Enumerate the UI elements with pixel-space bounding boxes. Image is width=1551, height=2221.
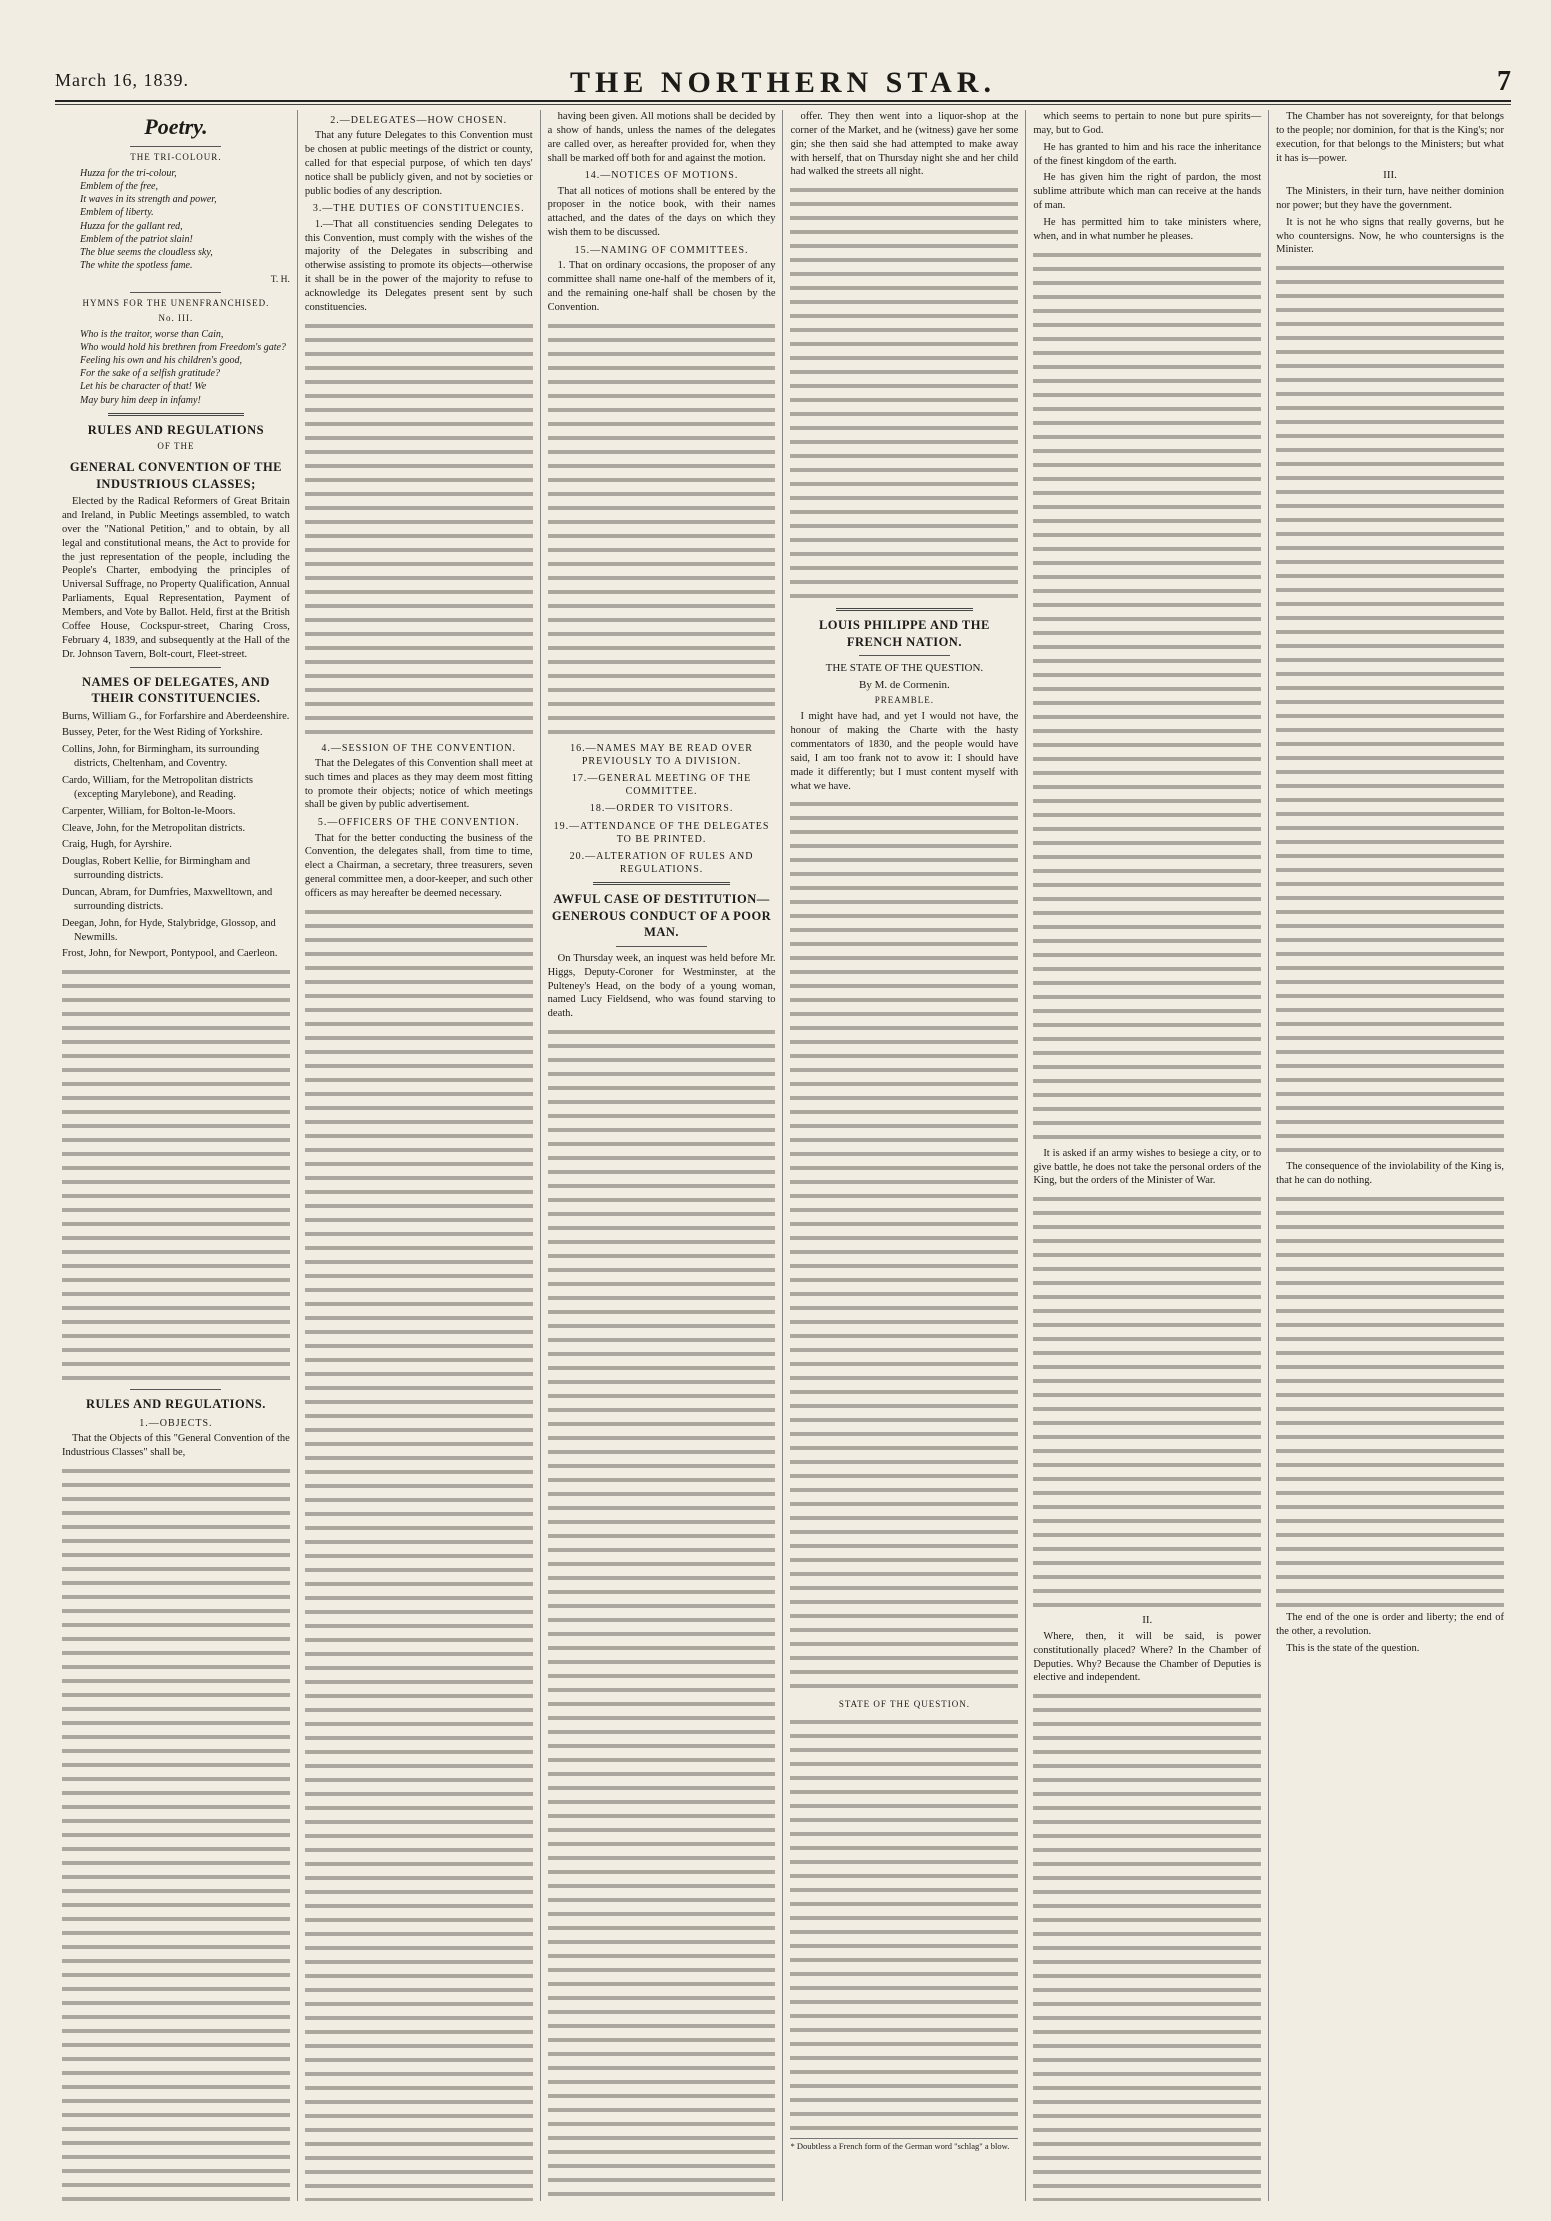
newspaper-title: THE NORTHERN STAR. <box>570 66 996 99</box>
text-continuation <box>1033 1688 1261 2201</box>
article-paragraph: 1. That on ordinary occasions, the proposer of any committee shall name one-half of the members of it, and the remaining one-half shall be chosen by the Convention. <box>547 260 776 313</box>
delegate-entry: Cardo, William, for the Metropolitan districts (excepting Marylebone), and Reading. <box>62 774 253 800</box>
article-paragraph: That for the better conducting the business of the Convention, the delegates shall, from time to time, elect a Chairman, a secretary, three treasurers, seven general committee men, a door-keeper, and such other officers as may hereafter be deemed necessary. <box>304 832 533 899</box>
poem-signature: T. H. <box>270 275 290 286</box>
text-continuation <box>1033 1191 1261 1611</box>
article-paragraph: He has granted to him and his race the inheritance of the finest kingdom of the earth. <box>1033 141 1262 167</box>
article-paragraph: The Ministers, in their turn, have neither dominion nor power; but they have the government. <box>1276 185 1504 211</box>
masthead <box>55 66 1511 102</box>
section-numeral: II. <box>1142 1614 1153 1627</box>
column-1 <box>55 110 298 2201</box>
text-continuation <box>1276 1191 1504 1611</box>
article-paragraph: That any future Delegates to this Convention must be chosen at public meetings of the district or county, called for that especial purpose, of which ten days' notice shall be publicly given, and not by societies or public bodies of any description. <box>304 130 533 197</box>
article-author: By M. de Cormenin. <box>859 678 950 691</box>
section-heading: 18.—ORDER TO VISITORS. <box>589 803 734 815</box>
poem-text: Huzza for the tri-colour, Emblem of the free, It waves in its strength and power, Emblem of liberty. Huzza for the gallant red, Emblem of the patriot slain! The blue seems the cloudless sky, The white the spotless fame. <box>80 167 217 272</box>
poem-title: THE TRI-COLOUR. <box>130 152 222 163</box>
section-heading: 15.—NAMING OF COMMITTEES. <box>574 245 749 257</box>
poem-text: Who is the traitor, worse than Cain, Who would hold his brethren from Freedom's gate? Feeling his own and his children's good, For the sake of a selfish gratitude? Let his be character of that! We May bury him deep in infamy! <box>80 328 286 406</box>
article-paragraph: On Thursday week, an inquest was held before Mr. Higgs, Deputy-Coroner for Westminster, at the Pulteney's Head, on the body of a young woman, named Lucy Fieldsend, who was found starving to death. <box>547 952 776 1020</box>
section-heading: 4.—SESSION OF THE CONVENTION. <box>321 742 517 754</box>
text-continuation <box>305 318 533 738</box>
text-continuation <box>790 182 1018 602</box>
article-paragraph: He has permitted him to take ministers where, when, and in what number he pleases. <box>1033 217 1262 242</box>
text-continuation <box>62 964 290 1384</box>
section-numeral: III. <box>1383 169 1397 182</box>
divider <box>593 882 730 885</box>
column-6 <box>1269 110 1511 2201</box>
section-heading: STATE OF THE QUESTION. <box>838 1699 970 1710</box>
article-paragraph: having been given. All motions shall be decided by a show of hands, unless the names of the delegates are called over, as hereafter provided for, when they shall be marked off both for and against the motion. <box>547 111 776 164</box>
divider <box>836 608 973 611</box>
rules-of: OF THE <box>157 441 195 452</box>
rules-heading: RULES AND REGULATIONS. <box>85 1397 266 1412</box>
article-paragraph: The Chamber has not sovereignty, for that belongs to the people; nor dominion, for that is the King's; nor execution, for that belongs to the Ministers; but what it has is—power. <box>1276 111 1504 164</box>
article-paragraph: 1.—That all constituencies sending Delegates to this Convention, must comply with the wishes of the majority of the Delegates in subscribing and otherwise assisting to promote its objects—otherwise it shall be in the power of the majority to refuse to acknowledge its Delegates present sent by such constituencies. <box>304 218 533 313</box>
text-continuation <box>1033 247 1261 1147</box>
article-paragraph: That all notices of motions shall be entered by the proposer in the notice book, with their names attached, and the dates of the days on which they wish them to be discussed. <box>547 185 776 239</box>
divider <box>130 667 221 668</box>
section-heading: 20.—ALTERATION OF RULES AND REGULATIONS. <box>569 851 754 876</box>
newspaper-columns <box>55 110 1511 2201</box>
text-continuation <box>548 318 776 738</box>
article-paragraph: offer. They then went into a liquor-shop at the corner of the Market, and he (witness) gave her some gin; she then said she had attempted to make away with herself, that on Thursday night she and her child had walked the streets all night. <box>790 111 1019 178</box>
text-continuation <box>62 1463 290 2201</box>
divider <box>130 146 221 147</box>
article-paragraph: The end of the one is order and liberty; the end of the other, a revolution. <box>1276 1611 1504 1637</box>
convention-heading: GENERAL CONVENTION OF THE INDUSTRIOUS CLASSES; <box>69 460 283 491</box>
rules-heading: RULES AND REGULATIONS <box>87 422 265 437</box>
column-5 <box>1026 110 1269 2201</box>
section-heading: 19.—ATTENDANCE OF THE DELEGATES TO BE PRINTED. <box>553 820 770 845</box>
poetry-heading: Poetry. <box>144 114 208 139</box>
article-paragraph: It is asked if an army wishes to besiege a city, or to give battle, he does not take the personal orders of the King, but the orders of the Minister of War. <box>1033 1147 1262 1187</box>
masthead-rule <box>55 104 1511 105</box>
text-continuation <box>790 1714 1018 2134</box>
delegate-entry: Douglas, Robert Kellie, for Birmingham and surrounding districts. <box>62 856 251 882</box>
section-heading: 14.—NOTICES OF MOTIONS. <box>584 170 739 182</box>
section-heading: PREAMBLE. <box>874 695 935 706</box>
article-subheadline: THE STATE OF THE QUESTION. <box>825 662 984 675</box>
article-headline: LOUIS PHILIPPE AND THE FRENCH NATION. <box>818 618 990 649</box>
divider <box>130 292 221 293</box>
article-paragraph: It is not he who signs that really governs, but he who countersigns. Now, he who countersigns is the Minister. <box>1276 216 1504 256</box>
footnote: * Doubtless a French form of the German word "schlag" a blow. <box>790 2138 1018 2152</box>
article-paragraph: He has given him the right of pardon, the most sublime attribute which man can receive at the hands of man. <box>1033 172 1262 212</box>
column-2 <box>298 110 541 2201</box>
delegate-list <box>62 710 290 962</box>
article-paragraph: This is the state of the question. <box>1286 1642 1420 1654</box>
delegate-entry: Carpenter, William, for Bolton-le-Moors. <box>62 805 236 817</box>
delegate-entry: Cleave, John, for the Metropolitan districts. <box>62 822 246 834</box>
section-heading: 17.—GENERAL MEETING OF THE COMMITTEE. <box>571 773 752 798</box>
delegate-entry: Duncan, Abram, for Dumfries, Maxwelltown, and surrounding districts. <box>62 886 273 912</box>
article-paragraph: I might have had, and yet I would not have, the honour of making the Charte with the hasty commentators of 1830, and the people would have said, I am too frank not to avow it: I should have made it differently; but I must content myself with what we have. <box>790 711 1019 792</box>
delegate-entry: Craig, Hugh, for Ayrshire. <box>62 839 172 851</box>
names-heading: NAMES OF DELEGATES, AND THEIR CONSTITUENCIES. <box>81 674 270 705</box>
article-paragraph: Where, then, it will be said, is power constitutionally placed? Where? In the Chamber of Deputies. Why? Because the Chamber of Deputies is elective and independent. <box>1033 1630 1262 1684</box>
article-paragraph: Elected by the Radical Reformers of Great Britain and Ireland, in Public Meetings assembled, to watch over the "National Petition," and to obtain, by all legal and constitutional means, the Act to provide for the just representation of the people, including the People's Charter, embodying the principles of Universal Suffrage, no Property Qualification, Annual Parliaments, Equal Representation, Payment of Members, and Vote by Ballot. Held, first at the British Coffee House, Cockspur-street, Charing Cross, February 4, 1839, and subsequently at the Hall of the Dr. Johnson Tavern, Bolt-court, Fleet-street. <box>62 496 290 660</box>
divider <box>130 1389 221 1390</box>
article-headline: AWFUL CASE OF DESTITUTION—GENEROUS CONDUCT OF A POOR MAN. <box>551 892 772 940</box>
delegate-entry: Deegan, John, for Hyde, Stalybridge, Glossop, and Newmills. <box>62 917 276 943</box>
text-continuation <box>1276 260 1504 1160</box>
delegate-entry: Burns, William G., for Forfarshire and Aberdeenshire. <box>62 710 290 722</box>
article-paragraph: That the Delegates of this Convention shall meet at such times and places as they may deem most fitting to promote their objects; notice of which meetings shall be given by public advertisement. <box>304 757 533 811</box>
divider <box>616 946 707 947</box>
text-continuation <box>790 796 1018 1696</box>
article-paragraph: The consequence of the inviolability of the King is, that he can do nothing. <box>1276 1161 1504 1187</box>
page-number: 7 <box>1497 66 1511 97</box>
column-3 <box>541 110 784 2201</box>
delegate-entry: Collins, John, for Birmingham, its surrounding districts, Cheltenham, and Coventry. <box>62 744 260 770</box>
poem-number: No. III. <box>158 312 194 323</box>
delegate-entry: Bussey, Peter, for the West Riding of Yorkshire. <box>62 727 263 739</box>
divider <box>108 413 245 416</box>
delegate-entry: Frost, John, for Newport, Pontypool, and Caerleon. <box>62 948 278 960</box>
section-heading: 2.—DELEGATES—HOW CHOSEN. <box>330 115 508 126</box>
section-heading: 1.—OBJECTS. <box>139 1417 213 1429</box>
poem-title: HYMNS FOR THE UNENFRANCHISED. <box>82 297 270 308</box>
section-heading: 3.—THE DUTIES OF CONSTITUENCIES. <box>312 203 525 215</box>
issue-date: March 16, 1839. <box>55 70 189 90</box>
text-continuation <box>305 904 533 2201</box>
section-heading: 5.—OFFICERS OF THE CONVENTION. <box>317 817 520 829</box>
article-paragraph: which seems to pertain to none but pure spirits—may, but to God. <box>1033 111 1262 136</box>
section-heading: 16.—NAMES MAY BE READ OVER PREVIOUSLY TO A DIVISION. <box>570 742 753 767</box>
text-continuation <box>548 1024 776 2201</box>
divider <box>859 655 950 656</box>
column-4 <box>783 110 1026 2201</box>
article-paragraph: That the Objects of this "General Convention of the Industrious Classes" shall be, <box>62 1432 290 1458</box>
